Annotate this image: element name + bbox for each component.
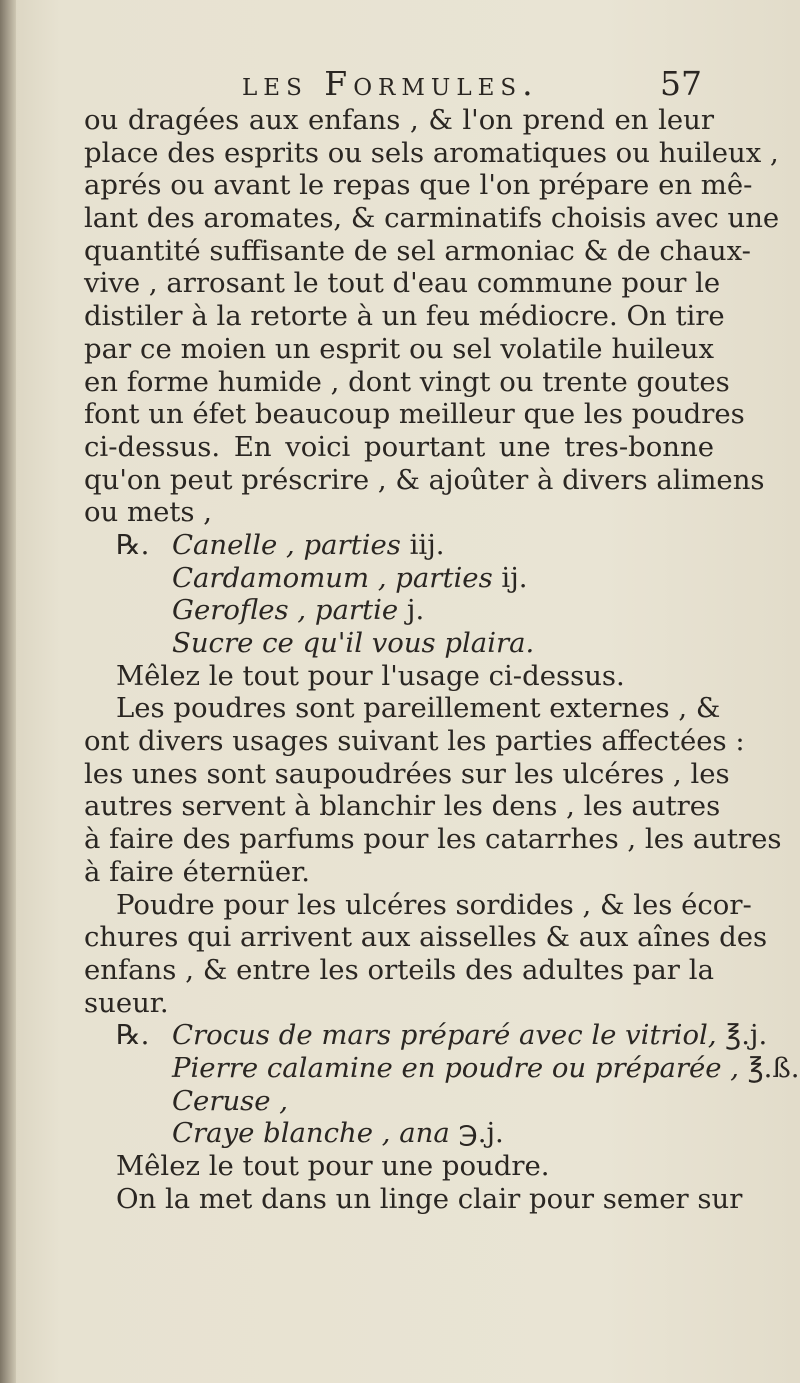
text-line: sueur. <box>84 986 169 1019</box>
text-line: par ce moien un esprit ou sel volatile huileux <box>84 332 714 365</box>
text-line: ont divers usages suivant les parties affectées : <box>84 725 745 758</box>
ingredient-quantity: ℥.ß. <box>739 1051 800 1084</box>
text-line: ou mets , <box>84 496 213 529</box>
ingredient-quantity: j. <box>398 594 425 627</box>
ingredient: Sucre ce qu'il vous plaira. <box>172 627 535 659</box>
recipe-line <box>84 529 714 562</box>
ingredient: Pierre calamine en poudre ou préparée , <box>172 1051 740 1084</box>
page-number: 57 <box>660 64 702 103</box>
text-line: les unes sont saupoudrées sur les ulcéres , les <box>84 757 730 790</box>
book-spine-shadow <box>0 0 16 1383</box>
text-line: ou dragées aux enfans , & l'on prend en leur <box>84 104 714 136</box>
recipe-line <box>84 594 714 627</box>
recipe-line <box>84 562 714 595</box>
ingredient-quantity: ℈.j. <box>449 1117 504 1150</box>
text-line: Mêlez le tout pour l'usage ci-dessus. <box>116 659 625 692</box>
ingredient: Crocus de mars préparé avec le vitriol, <box>172 1019 717 1052</box>
text-line: qu'on peut préscrire , & ajoûter à divers alimens <box>84 463 765 496</box>
ingredient: Craye blanche , ana <box>172 1117 450 1150</box>
text-line: en forme humide , dont vingt ou trente goutes <box>84 365 730 398</box>
ingredient: Canelle , parties <box>172 528 401 561</box>
text-line: à faire des parfums pour les catarrhes , les autres <box>84 823 782 856</box>
recipe-line <box>84 1117 714 1150</box>
recipe-symbol: ℞. <box>116 528 150 561</box>
running-title: les Formules. <box>242 64 539 103</box>
recipe-line <box>84 1019 768 1052</box>
recipe-line <box>84 627 714 660</box>
text-line: enfans , & entre les orteils des adultes par la <box>84 953 714 986</box>
text-line: aprés ou avant le repas que l'on prépare en mê- <box>84 169 753 202</box>
page-header <box>84 58 714 108</box>
text-line: On la met dans un linge clair pour semer sur <box>116 1182 743 1215</box>
text-line: distiler à la retorte à un feu médiocre. On tire <box>84 300 725 333</box>
text-line: place des esprits ou sels aromatiques ou huileux , <box>84 136 779 169</box>
text-line: Les poudres sont pareillement externes , & <box>116 692 721 725</box>
text-line: Poudre pour les ulcéres sordides , & les écor- <box>116 888 752 921</box>
text-line: vive , arrosant le tout d'eau commune pour le <box>84 267 721 300</box>
recipe-line <box>84 1051 800 1085</box>
ingredient: Ceruse , <box>172 1084 289 1117</box>
text-line: ci-dessus. En voici pourtant une tres-bonne <box>84 430 714 463</box>
recipe-line <box>84 1085 714 1118</box>
text-line: à faire éternüer. <box>84 855 310 888</box>
ingredient: Gerofles , partie <box>172 594 399 627</box>
ingredient-quantity: iij. <box>400 528 445 561</box>
ingredient-quantity: ℥.j. <box>716 1019 768 1052</box>
recipe-symbol: ℞. <box>116 1019 150 1052</box>
body-text <box>84 104 800 1215</box>
text-line: Mêlez le tout pour une poudre. <box>116 1150 550 1182</box>
text-line: quantité suffisante de sel armoniac & de chaux- <box>84 234 751 267</box>
ingredient-quantity: ij. <box>492 561 528 594</box>
text-line: chures qui arrivent aux aisselles & aux aînes des <box>84 921 768 954</box>
text-line: autres servent à blanchir les dens , les autres <box>84 790 721 823</box>
text-line: font un éfet beaucoup meilleur que les poudres <box>84 398 745 431</box>
ingredient: Cardamomum , parties <box>172 561 493 594</box>
text-line: lant des aromates, & carminatifs choisis avec une <box>84 202 780 235</box>
